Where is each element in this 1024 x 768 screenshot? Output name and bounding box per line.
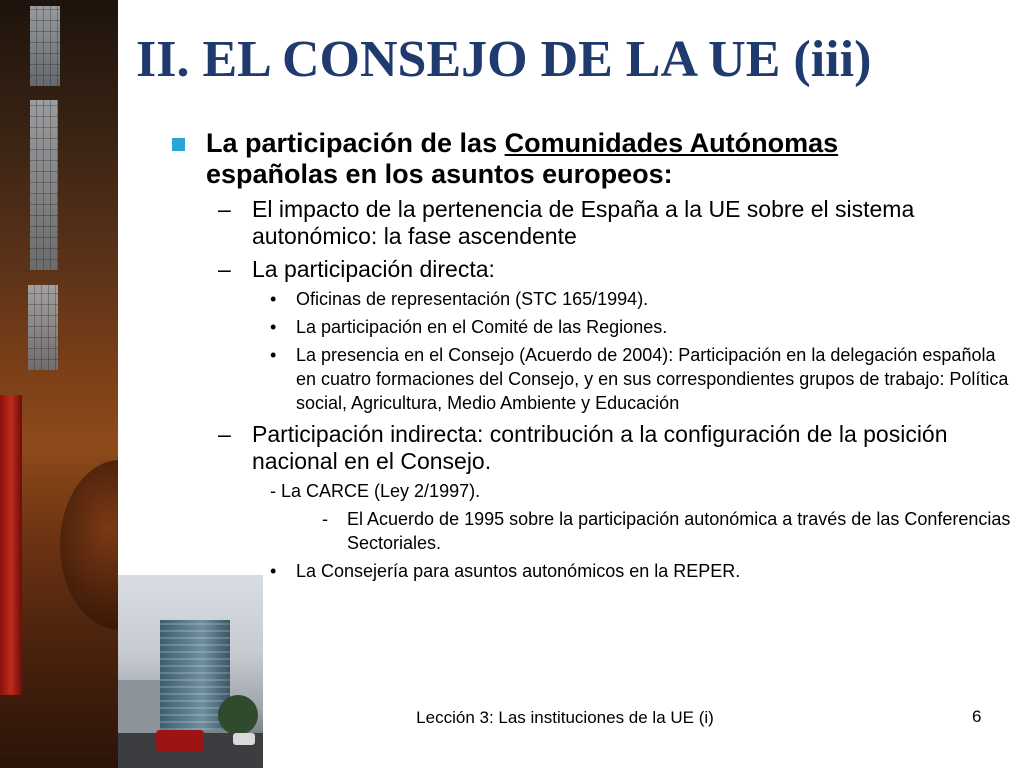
directa-item — [170, 315, 1015, 339]
consejeria-item — [170, 559, 1015, 583]
directa-item — [170, 287, 1015, 311]
red-car — [156, 730, 204, 752]
directa-item-text: La participación en el Comité de las Regiones. — [296, 317, 668, 337]
acuerdo-item — [170, 507, 1015, 555]
page-number: 6 — [972, 707, 982, 726]
comunidades-autonomas-link: Comunidades Autónomas — [504, 128, 839, 158]
window-pane — [30, 100, 58, 270]
directa-item — [170, 343, 1015, 415]
small-dash-marker: - — [322, 509, 328, 529]
carce-text: - La CARCE (Ley 2/1997). — [270, 481, 481, 501]
directa-item-text: La presencia en el Consejo (Acuerdo de 2004): Participación en la delegación española en cuatro formaciones del Consejo, y en sus correspondientes grupos de trabajo: Política social, Agricultura, Medio Ambiente y Educación — [296, 345, 1009, 413]
window-pane — [28, 285, 58, 370]
dash-marker: – — [218, 196, 231, 222]
council-room-photo — [0, 0, 118, 768]
dash-marker: – — [218, 421, 231, 447]
sub-item-indirecta — [170, 421, 1015, 475]
slide-body — [170, 128, 1015, 583]
flag-drape — [0, 395, 22, 695]
dot-marker: • — [270, 317, 277, 337]
dash-marker: – — [218, 256, 231, 282]
impacto-text: El impacto de la pertenencia de España a la UE sobre el sistema autonómico: la fase ascendente — [252, 196, 915, 249]
footer-text: Lección 3: Las instituciones de la UE (i) — [416, 708, 714, 727]
directa-item-text: Oficinas de representación (STC 165/1994). — [296, 289, 649, 309]
tree — [218, 695, 258, 735]
meeting-table — [60, 460, 118, 630]
acuerdo-text: El Acuerdo de 1995 sobre la participación autonómica a través de las Conferencias Sectoriales. — [347, 509, 1011, 553]
slide-title: II. EL CONSEJO DE LA UE (iii) — [136, 31, 872, 88]
main-bullet-prefix: La participación de las — [206, 128, 505, 158]
window-pane — [30, 6, 60, 86]
eu-building-photo — [118, 575, 263, 768]
dot-marker: • — [270, 345, 277, 365]
indirecta-text: Participación indirecta: contribución a la configuración de la posición nacional en el Consejo. — [252, 421, 948, 474]
main-bullet — [170, 128, 1015, 190]
dot-marker: • — [270, 561, 277, 581]
square-bullet-icon — [172, 138, 185, 151]
consejeria-text: La Consejería para asuntos autonómicos en la REPER. — [296, 561, 741, 581]
dot-marker: • — [270, 289, 277, 309]
carce-item — [170, 479, 1015, 503]
sub-item-impacto — [170, 196, 1015, 250]
directa-text: La participación directa: — [252, 256, 495, 282]
main-bullet-suffix: españolas en los asuntos europeos: — [206, 159, 673, 189]
white-car — [233, 733, 255, 745]
sub-item-directa — [170, 256, 1015, 283]
